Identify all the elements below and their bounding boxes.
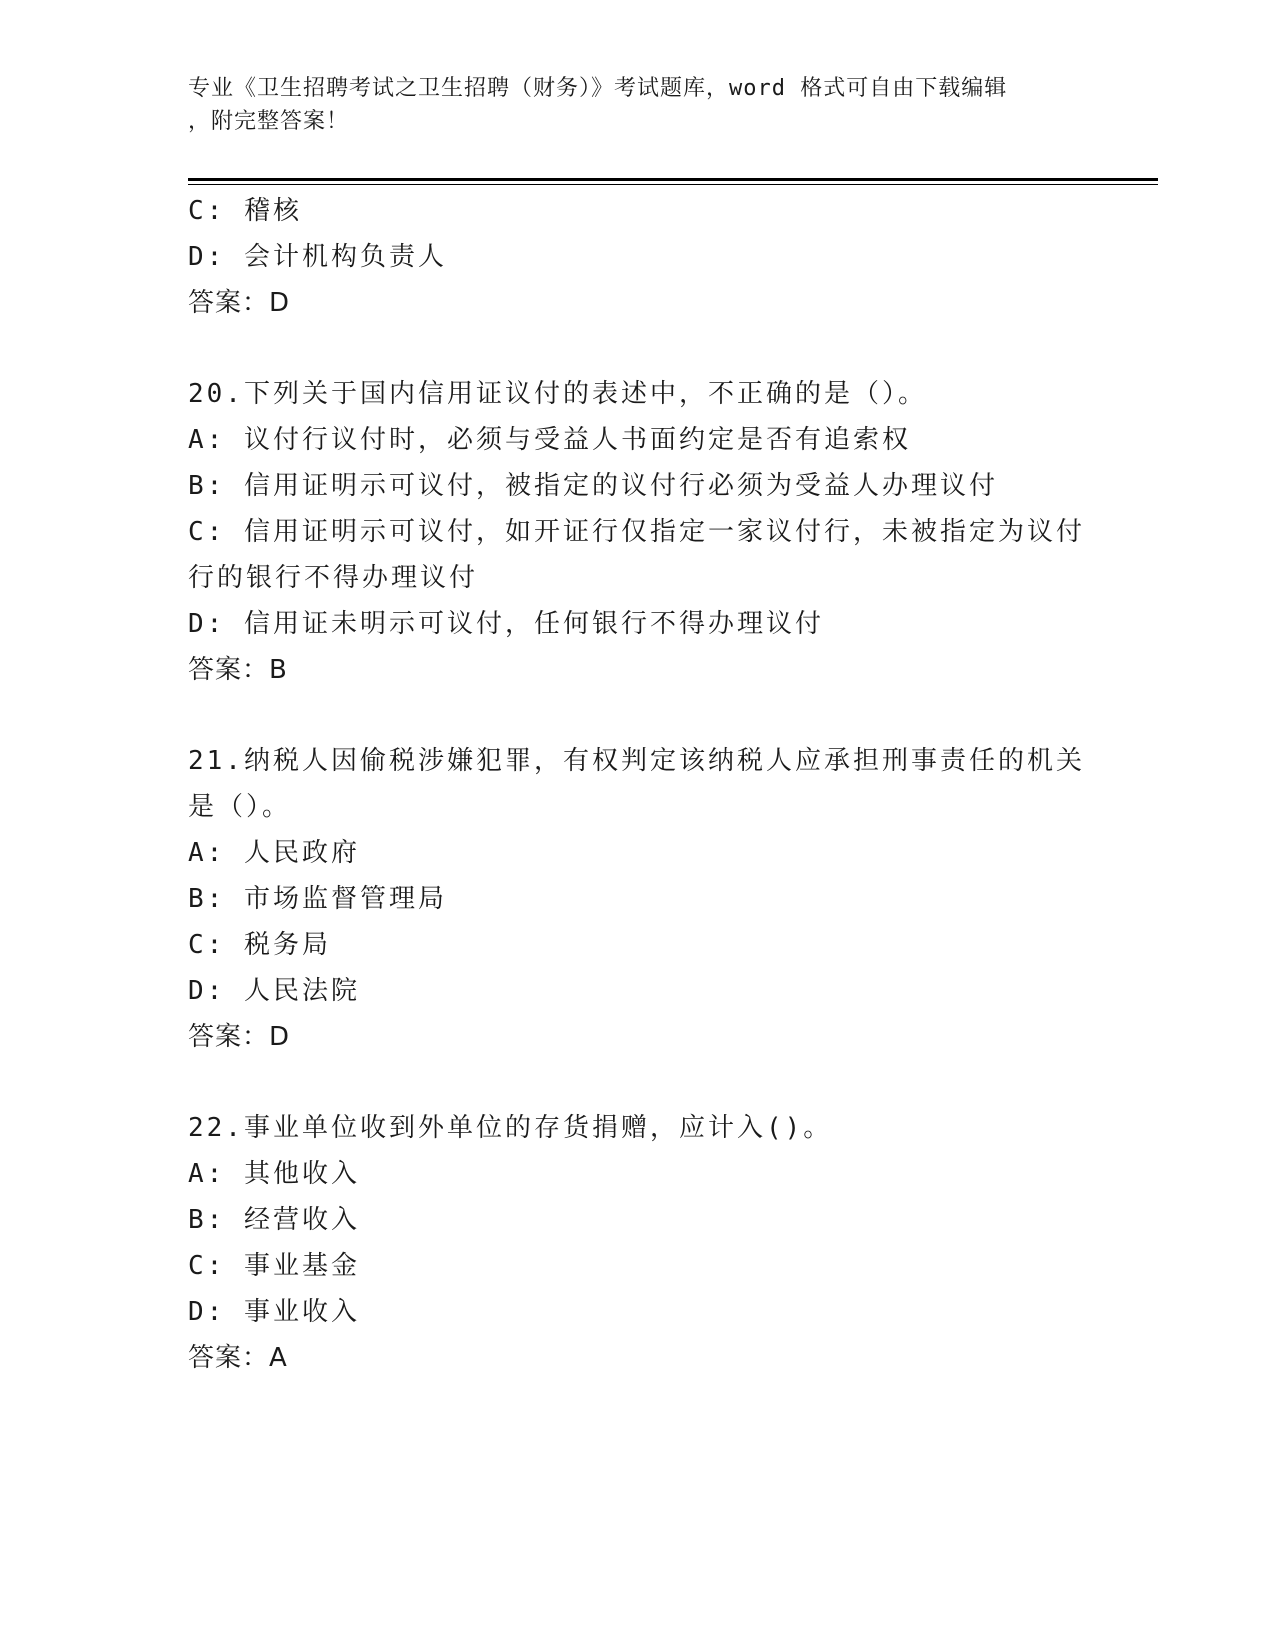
header-line-2: ，附完整答案！ [188,109,350,134]
header-divider-thin [188,184,1158,185]
question-21 [188,738,1088,1060]
header-line-1: 专业《卫生招聘考试之卫生招聘（财务）》考试题库，word 格式可自由下载编辑 [188,76,1008,101]
option-b: B: 信用证明示可议付，被指定的议付行必须为受益人办理议付 [188,471,998,501]
option-b: B: 经营收入 [188,1205,360,1235]
option-a: A: 议付行议付时，必须与受益人书面约定是否有追索权 [188,425,911,455]
spacer [188,1060,1088,1105]
option-d: D: 信用证未明示可议付，任何银行不得办理议付 [188,609,824,639]
option-c: C: 信用证明示可议付，如开证行仅指定一家议付行，未被指定为议付 [188,517,1085,547]
answer: 答案：A [188,1343,288,1373]
option-a: A: 其他收入 [188,1159,360,1189]
spacer [188,326,1088,371]
option-a: A: 人民政府 [188,838,360,868]
answer: 答案：D [188,1022,291,1052]
option-d: D: 会计机构负责人 [188,242,447,272]
option-c-continued: 行的银行不得办理议付 [188,563,479,593]
option-b: B: 市场监督管理局 [188,884,447,914]
question-stem-continued: 是（）。 [188,792,292,822]
answer: 答案：B [188,655,288,685]
question-list [188,188,1088,1381]
spacer [188,693,1088,738]
answer: 答案：D [188,288,291,318]
option-c: C: 稽核 [188,196,302,226]
question-stem: 22.事业单位收到外单位的存货捐赠，应计入()。 [188,1113,833,1143]
question-22 [188,1105,1088,1381]
document-header [188,72,1088,138]
question-stem: 20.下列关于国内信用证议付的表述中，不正确的是（）。 [188,379,927,409]
option-d: D: 人民法院 [188,976,360,1006]
option-c: C: 税务局 [188,930,331,960]
option-c: C: 事业基金 [188,1251,360,1281]
question-stem: 21.纳税人因偷税涉嫌犯罪，有权判定该纳税人应承担刑事责任的机关 [188,746,1085,776]
header-divider-thick [188,178,1158,181]
question-19-tail [188,188,1088,326]
option-d: D: 事业收入 [188,1297,360,1327]
question-20 [188,371,1088,693]
